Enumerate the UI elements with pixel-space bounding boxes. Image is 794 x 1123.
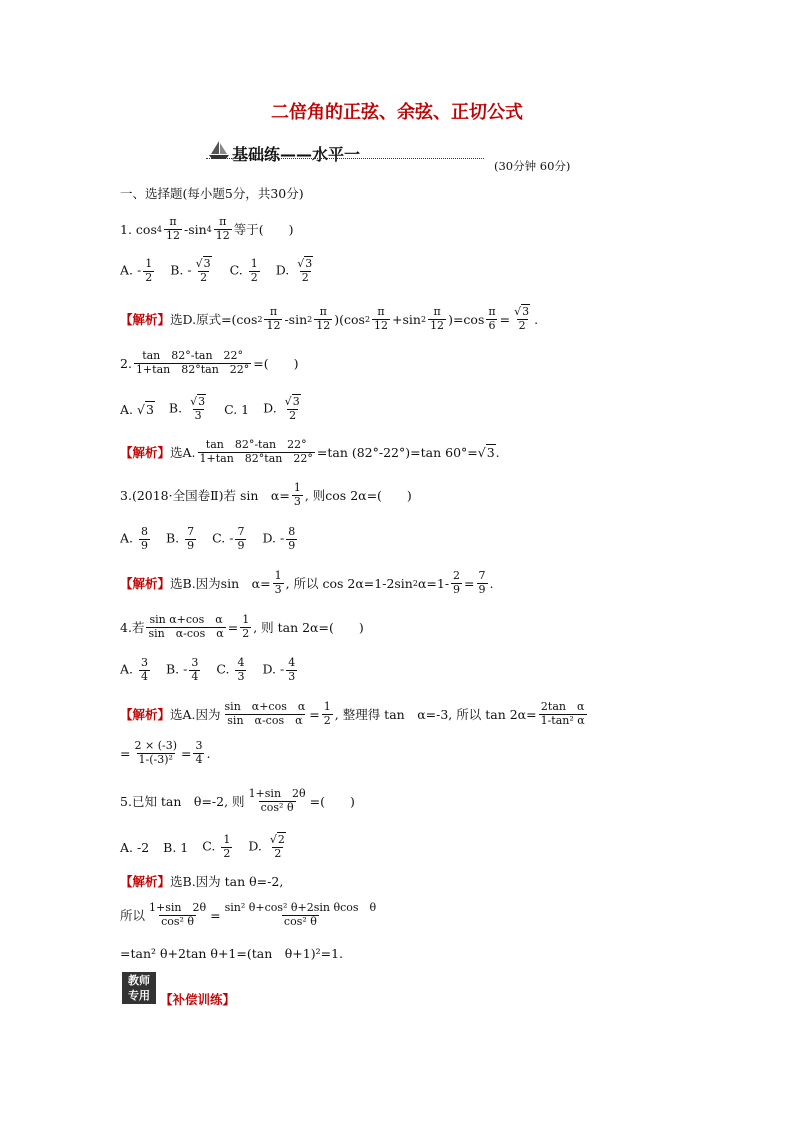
- question-4: 4. 若 $\frac{\text{sin α+cos α}}{\text{sin α-cos α}}$ = $\frac{1}{2}$ , 则 tan 2α=( ): [120, 612, 364, 640]
- solution-1: 【解析】 选D.原式=(cos 2 $\frac{\pi}{12}$ -sin 2 $\frac{\pi}{12}$ )(cos 2 $\frac{\pi}{12}$ +sin 2 $\frac{\pi}{12}$ )=cos $\frac{\pi}{6}$ = $\frac{√3}{2}$ .: [120, 304, 539, 332]
- solution-4: 【解析】 选A.因为 $\frac{\text{sin α+cos α}}{\text{sin α-cos α}}$ = $\frac{1}{2}$ , 整理得 tan α=-3, 所以 tan 2α= $\frac{\text{2tan α}}{\text{1-tan² α}}$: [120, 699, 585, 727]
- part-heading: 一、选择题(每小题5分，共30分): [120, 186, 304, 201]
- solution-3: 【解析】 选B.因为sin α= $\frac{1}{3}$ , 所以 cos 2α=1-2sin 2 α=1- $\frac{2}{9}$ = $\frac{7}{9}$ .: [120, 568, 494, 596]
- solution-4-cont: = $\frac{2 \times (-3)}{\text{1-(-3)²}}$ = $\frac{3}{4}$ .: [120, 738, 211, 766]
- page-title: 二倍角的正弦、余弦、正切公式: [271, 102, 523, 123]
- question-4-options: A. $\frac{3}{4}$ B. - $\frac{3}{4}$ C. $\frac{4}{3}$ D. - $\frac{4}{3}$: [120, 655, 296, 683]
- solution-2: 【解析】 选A. $\frac{\tan 82^\circ-\tan 22^\circ}{1+\tan 82^\circ\tan 22^\circ}$ =tan (82°-22°)=tan 60°= √3 .: [120, 437, 500, 465]
- question-1: 1. cos 4 $\frac{\pi}{12}$ - sin 4 $\frac{\pi}{12}$ 等于( ): [120, 214, 294, 242]
- question-2: 2. $\frac{\tan 82^\circ-\tan 22^\circ}{1+\tan 82^\circ\tan 22^\circ}$ =( ): [120, 348, 299, 376]
- question-1-options: A. - $\frac{1}{2}$ B. - $\frac{√3}{2}$ C. $\frac{1}{2}$ D. $\frac{√3}{2}$: [120, 256, 313, 284]
- solution-5-result: =tan² θ+2tan θ+1=(tan θ+1)²=1.: [120, 946, 344, 961]
- section-heading: 基础练——水平一: [232, 145, 361, 164]
- teacher-badge: 教师 专用: [122, 972, 156, 1004]
- question-5: 5. 已知 tan θ=-2, 则 $\frac{1+\sin 2\theta}{\text{cos² θ}}$ =( ): [120, 786, 355, 814]
- solution-5: 【解析】 选B.因为 tan θ=-2,: [120, 874, 284, 889]
- time-score: (30分钟 60分): [494, 159, 571, 173]
- question-2-options: A. √3 B. $\frac{√3}{3}$ C. 1 D. $\frac{√3}{2}$: [120, 394, 300, 422]
- supplement-label: 【补偿训练】: [160, 992, 236, 1007]
- divider: [206, 158, 484, 159]
- question-3-options: A. $\frac{8}{9}$ B. $\frac{7}{9}$ C. - $\frac{7}{9}$ D. - $\frac{8}{9}$: [120, 524, 296, 552]
- sailboat-icon: [207, 140, 231, 160]
- solution-5-cont: 所以 $\frac{1+\sin 2\theta}{\text{cos² θ}}$ = $\frac{\text{sin² θ+cos² θ+2sin θcos θ}}{\text{cos² θ}}$: [120, 900, 377, 928]
- question-3: 3. (2018·全国卷Ⅱ)若 sin α= $\frac{1}{3}$ , 则cos 2α=( ): [120, 480, 412, 508]
- question-5-options: A. -2 B. 1 C. $\frac{1}{2}$ D. $\frac{√2}{2}$: [120, 832, 285, 860]
